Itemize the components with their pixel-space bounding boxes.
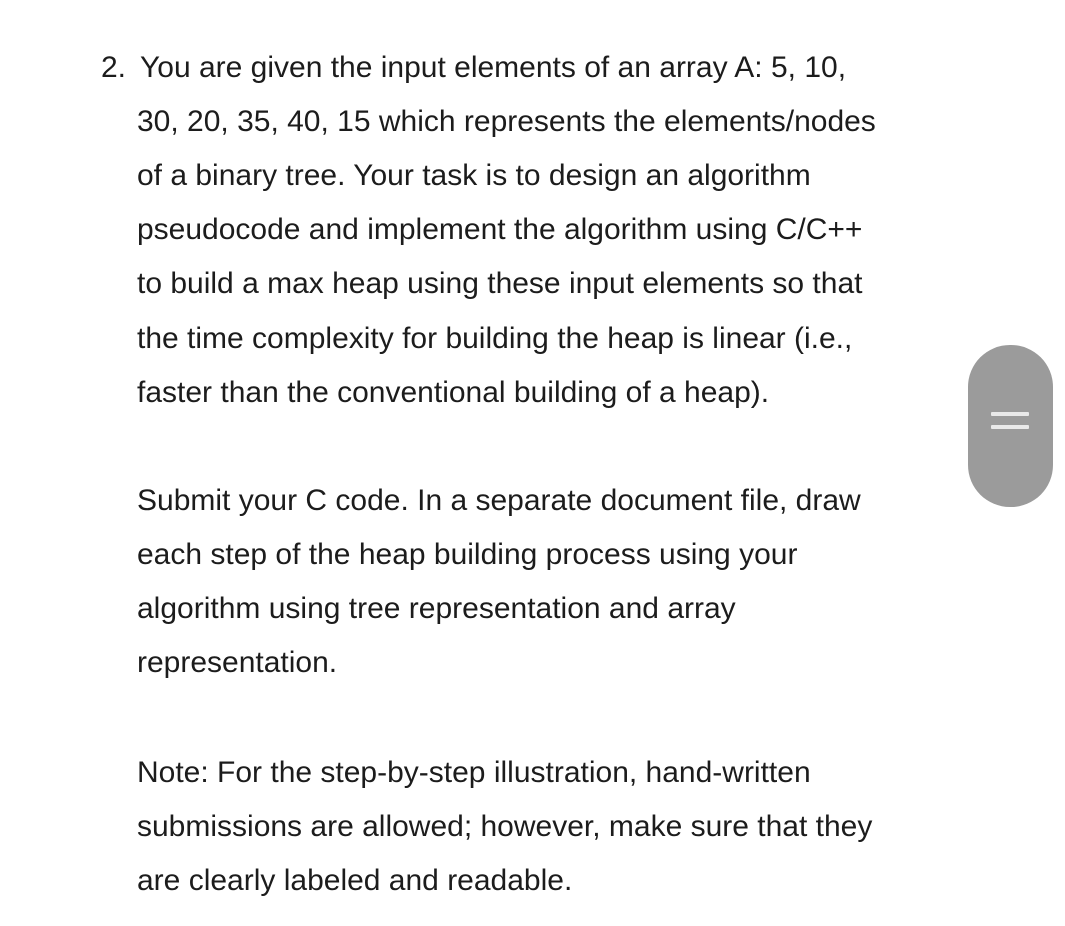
scroll-handle[interactable]	[968, 345, 1053, 507]
text-line: pseudocode and implement the algorithm using C/C++	[137, 213, 863, 246]
text-line: representation.	[137, 646, 338, 679]
text-line: to build a max heap using these input elements so that	[137, 267, 863, 300]
text-line: algorithm using tree representation and array	[137, 592, 736, 625]
question-number: 2.	[101, 51, 127, 84]
text-line: Submit your C code. In a separate document file, draw	[137, 484, 861, 517]
text-line: are clearly labeled and readable.	[137, 864, 573, 897]
text-line: You are given the input elements of an array A: 5, 10,	[140, 51, 847, 84]
text-line: Note: For the step-by-step illustration, hand-written	[137, 756, 811, 789]
text-line: of a binary tree. Your task is to design an algorithm	[137, 159, 811, 192]
text-line: submissions are allowed; however, make sure that they	[137, 810, 873, 843]
text-line: the time complexity for building the heap is linear (i.e.,	[137, 322, 853, 355]
text-line: 30, 20, 35, 40, 15 which represents the elements/nodes	[137, 105, 876, 138]
text-line: faster than the conventional building of a heap).	[137, 376, 770, 409]
text-line: each step of the heap building process using your	[137, 538, 798, 571]
